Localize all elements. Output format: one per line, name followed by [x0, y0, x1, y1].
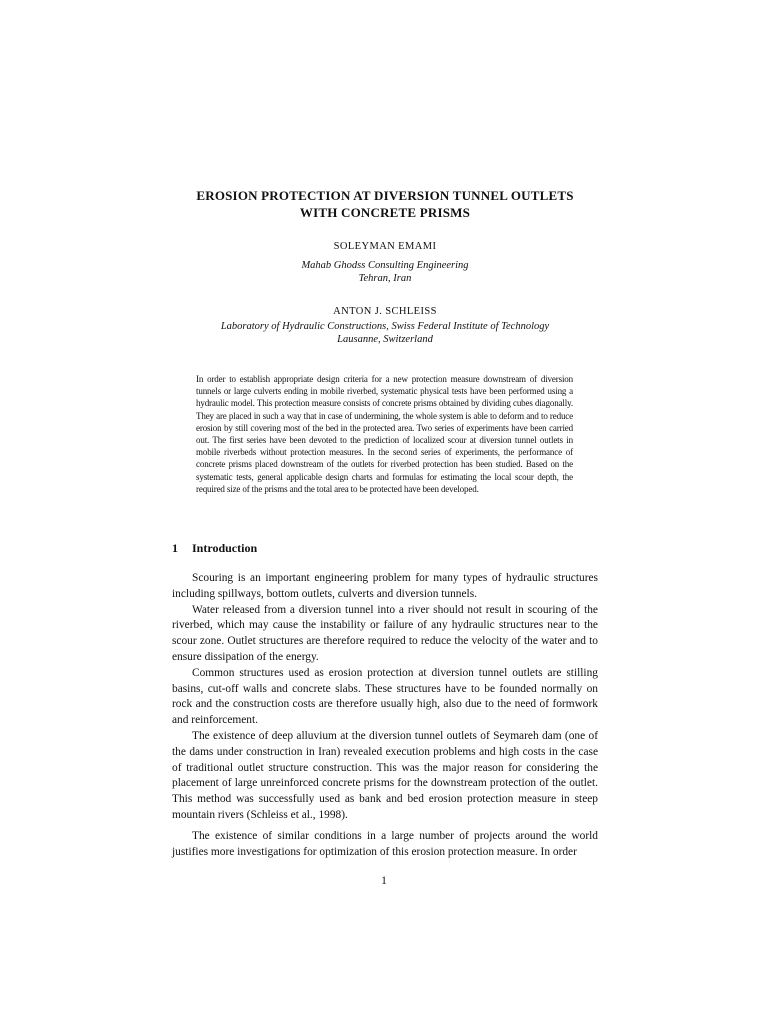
- title-line-2: WITH CONCRETE PRISMS: [299, 205, 471, 220]
- affiliation-line: Tehran, Iran: [358, 272, 412, 284]
- affiliation-line: Mahab Ghodss Consulting Engineering: [301, 260, 469, 271]
- body-paragraph: Common structures used as erosion protection at diversion tunnel outlets are stilling basins, cut-off walls and concrete slabs. These structures have to be founded normally on rock and the construction costs are therefore usually high, also due to the need of formwork and reinforcement.: [172, 666, 598, 727]
- page-number: 1: [381, 875, 387, 887]
- author-1-affiliation: [120, 260, 650, 285]
- body-paragraph: Scouring is an important engineering problem for many types of hydraulic structures including spillways, bottom outlets, culverts and diversion tunnels.: [172, 572, 598, 600]
- affiliation-line: Lausanne, Switzerland: [337, 333, 433, 345]
- author-2-affiliation: [120, 321, 650, 346]
- affiliation-line: Laboratory of Hydraulic Constructions, Swiss Federal Institute of Technology: [220, 321, 550, 332]
- body-paragraph: The existence of similar conditions in a large number of projects around the world justifies more investigations for optimization of this erosion protection measure. In order: [172, 829, 598, 858]
- section-title: Introduction: [192, 541, 258, 555]
- abstract-text: In order to establish appropriate design criteria for a new protection measure downstream of diversion tunnels or large culverts ending in mobile riverbed, systematic physical tests have been performed using a hydraulic model. This protection measure consists of concrete prisms obtained by dividing cubes diagonally. They are placed in such a way that in case of undermining, the whole system is able to deform and to reduce erosion by still covering most of the bed in the protected area. Two series of experiments have been carried out. The first series have been devoted to the prediction of localized scour at diversion tunnel outlets in mobile riverbeds without protection measures. In the second series of experiments, the performance of concrete prisms placed downstream of the outlets for riverbed protection has been studied. Based on the systematic tests, general applicable design charts and formulas for estimating the local scour depth, the required size of the prisms and the total area to be protected have been developed.: [196, 374, 573, 494]
- paper-title: [150, 187, 620, 221]
- section-number: 1: [172, 541, 178, 555]
- author-2-name: ANTON J. SCHLEISS: [333, 306, 437, 317]
- author-1-name: SOLEYMAN EMAMI: [333, 241, 437, 252]
- body-paragraph: Water released from a diversion tunnel into a river should not result in scouring of the riverbed, which may cause the instability or failure of any hydraulic structures near to the scour zone. Outlet structures are therefore required to reduce the velocity of the water and to ensure dissipation of the energy.: [172, 603, 598, 663]
- body-paragraph: The existence of deep alluvium at the diversion tunnel outlets of Seymareh dam (one of the dams under construction in Iran) revealed execution problems and high costs in the case of traditional outlet structure construction. This was the major reason for considering the placement of large unreinforced concrete prisms for the downstream protection of the outlet. This method was successfully used as bank and bed erosion protection measure in steep mountain rivers (Schleiss et al., 1998).: [172, 729, 598, 821]
- section-heading: [172, 541, 257, 556]
- body-text: [172, 571, 598, 860]
- title-line-1: EROSION PROTECTION AT DIVERSION TUNNEL OUTLETS: [196, 188, 574, 203]
